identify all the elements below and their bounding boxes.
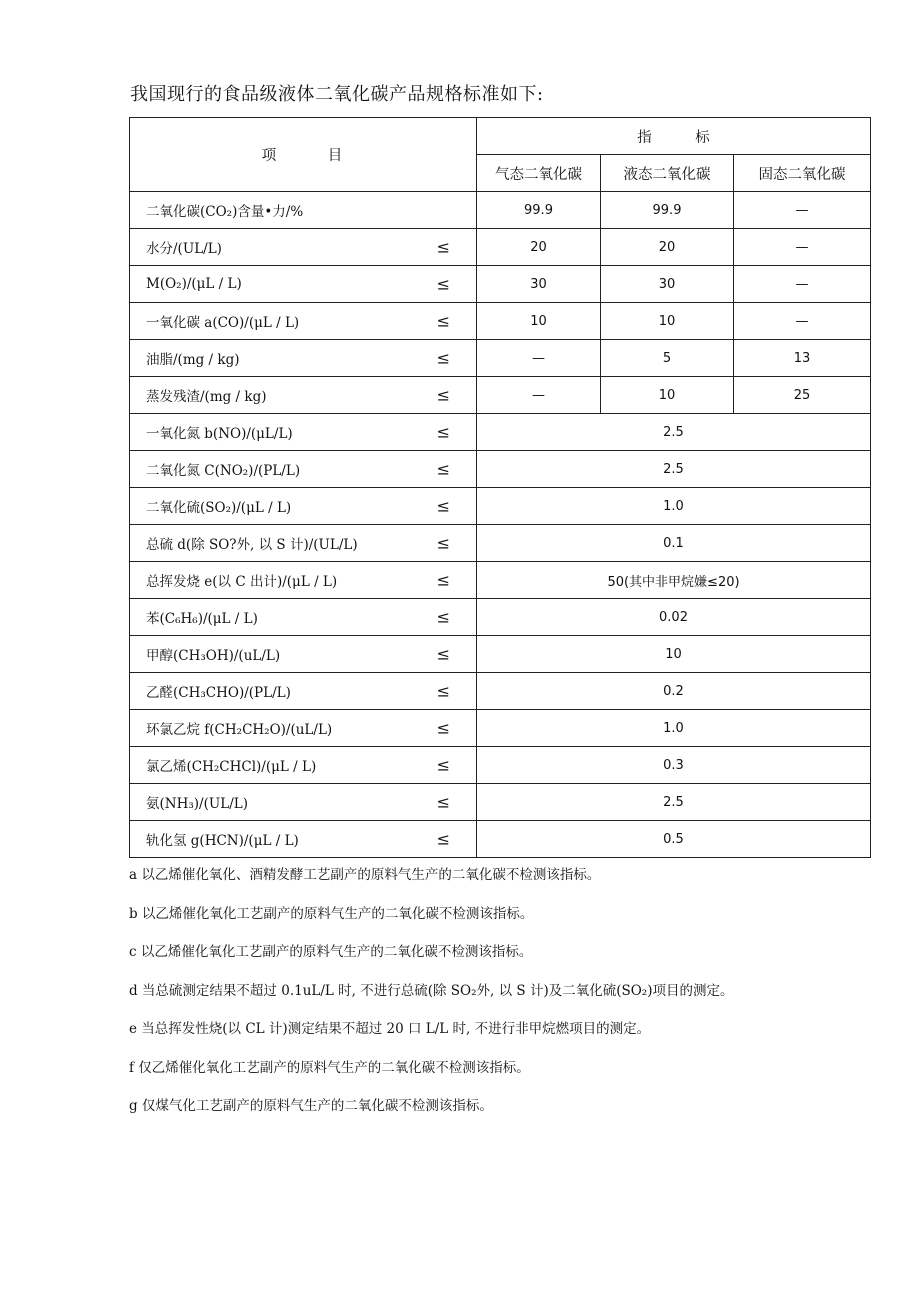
item-label: 氯乙烯(CH₂CHCl)/(μL / L) <box>146 759 317 775</box>
value-gas: 10 <box>477 303 601 340</box>
value-liquid: 10 <box>601 303 734 340</box>
item-cell <box>130 784 477 821</box>
item-cell <box>130 377 477 414</box>
value-solid: — <box>734 266 871 303</box>
value-solid: — <box>734 192 871 229</box>
footnote: e 当总挥发性烧(以 CL 计)测定结果不超过 20 口 L/L 时, 不进行非甲烷燃项目的测定。 <box>129 1021 651 1037</box>
table-row <box>130 562 871 599</box>
footnote: a 以乙烯催化氧化、酒精发酵工艺副产的原料气生产的二氧化碳不检测该指标。 <box>129 867 601 883</box>
value-liquid: 5 <box>601 340 734 377</box>
item-label: 氨(NH₃)/(UL/L) <box>146 796 248 812</box>
value-gas: — <box>477 340 601 377</box>
item-cell <box>130 710 477 747</box>
header-item: 项 目 <box>130 118 477 192</box>
item-cell <box>130 636 477 673</box>
value-merged: 0.5 <box>477 821 871 858</box>
footnote: g 仅煤气化工艺副产的原料气生产的二氧化碳不检测该指标。 <box>129 1098 493 1114</box>
table-row <box>130 710 871 747</box>
le-symbol: ≤ <box>436 644 450 664</box>
table-row <box>130 784 871 821</box>
item-label: 轨化氢 g(HCN)/(μL / L) <box>146 833 299 849</box>
header-liquid: 液态二氧化碳 <box>601 155 734 192</box>
item-label: 油脂/(mg / kg) <box>146 352 240 368</box>
table-row <box>130 488 871 525</box>
table-row <box>130 747 871 784</box>
value-merged: 0.02 <box>477 599 871 636</box>
table-row <box>130 673 871 710</box>
le-symbol: ≤ <box>436 718 450 738</box>
value-solid: 25 <box>734 377 871 414</box>
table-row <box>130 303 871 340</box>
item-label: 一氧化碳 a(CO)/(μL / L) <box>146 315 300 331</box>
value-merged: 0.3 <box>477 747 871 784</box>
item-label: 二氧化氮 C(NO₂)/(PL/L) <box>146 463 301 479</box>
table-row <box>130 525 871 562</box>
le-symbol: ≤ <box>436 755 450 775</box>
footnote: d 当总硫测定结果不超过 0.1uL/L 时, 不进行总硫(除 SO₂外, 以 S 计)及二氧化硫(SO₂)项目的测定。 <box>129 982 734 999</box>
item-cell <box>130 562 477 599</box>
item-cell <box>130 266 477 303</box>
item-label: 蒸发残渣/(mg / kg) <box>146 389 267 405</box>
item-cell <box>130 414 477 451</box>
item-label: 二氧化碳(CO₂)含量•力/% <box>146 204 304 220</box>
item-cell <box>130 451 477 488</box>
value-merged: 1.0 <box>477 488 871 525</box>
item-label: 二氧化硫(SO₂)/(μL / L) <box>146 500 292 516</box>
item-label: 乙醛(CH₃CHO)/(PL/L) <box>146 685 291 701</box>
value-solid: — <box>734 229 871 266</box>
table-row <box>130 229 871 266</box>
value-merged: 1.0 <box>477 710 871 747</box>
table-row <box>130 340 871 377</box>
item-cell <box>130 525 477 562</box>
footnotes <box>129 866 889 1136</box>
value-liquid: 99.9 <box>601 192 734 229</box>
footnote: f 仅乙烯催化氧化工艺副产的原料气生产的二氧化碳不检测该指标。 <box>129 1059 530 1076</box>
value-solid: — <box>734 303 871 340</box>
item-label: 苯(C₆H₆)/(μL / L) <box>146 611 258 627</box>
value-gas: 30 <box>477 266 601 303</box>
value-gas: — <box>477 377 601 414</box>
item-cell <box>130 340 477 377</box>
item-cell <box>130 747 477 784</box>
item-label: M(O₂)/(μL / L) <box>146 276 242 292</box>
value-merged: 10 <box>477 636 871 673</box>
le-symbol: ≤ <box>436 681 450 701</box>
value-merged: 0.2 <box>477 673 871 710</box>
le-symbol: ≤ <box>436 422 450 442</box>
table-row <box>130 266 871 303</box>
spec-table-body <box>130 192 871 858</box>
le-symbol: ≤ <box>436 533 450 553</box>
item-cell <box>130 192 477 229</box>
footnote: c 以乙烯催化氧化工艺副产的原料气生产的二氧化碳不检测该指标。 <box>129 944 533 960</box>
value-merged: 0.1 <box>477 525 871 562</box>
spec-table-header <box>130 118 871 192</box>
value-merged: 2.5 <box>477 784 871 821</box>
value-merged: 2.5 <box>477 451 871 488</box>
item-cell <box>130 229 477 266</box>
le-symbol: ≤ <box>436 274 450 294</box>
item-label: 水分/(UL/L) <box>146 241 222 257</box>
le-symbol: ≤ <box>436 792 450 812</box>
value-liquid: 10 <box>601 377 734 414</box>
le-symbol: ≤ <box>436 348 450 368</box>
item-cell <box>130 488 477 525</box>
item-cell <box>130 673 477 710</box>
le-symbol: ≤ <box>436 829 450 849</box>
value-merged: 50(其中非甲烷嫌≤20) <box>477 562 871 599</box>
item-label: 甲醇(CH₃OH)/(uL/L) <box>146 648 281 664</box>
value-merged: 2.5 <box>477 414 871 451</box>
item-cell <box>130 303 477 340</box>
value-gas: 20 <box>477 229 601 266</box>
le-symbol: ≤ <box>436 570 450 590</box>
header-solid: 固态二氧化碳 <box>734 155 871 192</box>
table-row <box>130 821 871 858</box>
table-row <box>130 599 871 636</box>
value-gas: 99.9 <box>477 192 601 229</box>
page-title: 我国现行的食品级液体二氧化碳产品规格标准如下: <box>130 84 544 105</box>
header-gas: 气态二氧化碳 <box>477 155 601 192</box>
table-row <box>130 192 871 229</box>
value-liquid: 20 <box>601 229 734 266</box>
table-row <box>130 377 871 414</box>
le-symbol: ≤ <box>436 311 450 331</box>
footnote: b 以乙烯催化氧化工艺副产的原料气生产的二氧化碳不检测该指标。 <box>129 905 534 922</box>
item-label: 一氧化氮 b(NO)/(μL/L) <box>146 426 293 442</box>
value-liquid: 30 <box>601 266 734 303</box>
item-cell <box>130 821 477 858</box>
item-cell <box>130 599 477 636</box>
item-label: 总硫 d(除 SO?外, 以 S 计)/(UL/L) <box>146 537 358 553</box>
table-row <box>130 636 871 673</box>
value-solid: 13 <box>734 340 871 377</box>
table-row <box>130 451 871 488</box>
item-label: 环氯乙烷 f(CH₂CH₂O)/(uL/L) <box>146 722 333 738</box>
header-indicator: 指 标 <box>477 118 871 155</box>
le-symbol: ≤ <box>436 459 450 479</box>
le-symbol: ≤ <box>436 237 450 257</box>
le-symbol: ≤ <box>436 496 450 516</box>
le-symbol: ≤ <box>436 385 450 405</box>
le-symbol: ≤ <box>436 607 450 627</box>
item-label: 总挥发烧 e(以 C 出计)/(μL / L) <box>146 574 338 590</box>
table-row <box>130 414 871 451</box>
spec-table <box>129 117 871 858</box>
